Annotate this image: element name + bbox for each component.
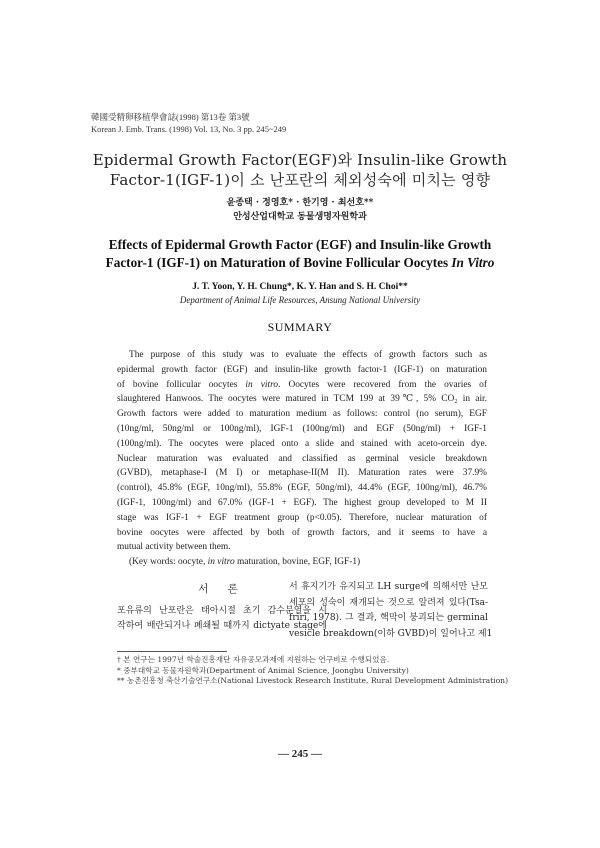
abstract	[117, 348, 487, 570]
english-title-line-2-main: Factor-1 (IGF-1) on Maturation of Bovine Follicular Oocytes	[105, 255, 452, 270]
footnote-funding: † 본 연구는 1997년 학술진흥재단 자유공모과제에 지원하는 연구비로 수행되었음.	[117, 655, 390, 664]
body-column-right	[289, 580, 493, 642]
abstract-line: epidermal growth factor (EGF) and insulin-like growth factor-1 (IGF-1) on maturation	[117, 364, 487, 375]
korean-affiliation: 안성산업대학교 동물생명자원학과	[233, 212, 367, 222]
abstract-line: Growth factors were added to maturation medium as follows: control (no serum), EGF	[117, 409, 487, 420]
abstract-line: (GVBD), metaphase-I (M I) or metaphase-II(M II). Maturation rates were 37.9%	[117, 468, 487, 479]
english-affiliation: Department of Animal Life Resources, Ansung National University	[179, 295, 421, 305]
english-authors: J. T. Yoon, Y. H. Chung*, K. Y. Han and S. H. Choi**	[192, 282, 408, 292]
abstract-line: stage was IGF-1 + EGF treatment group (p<0.05). Therefore, nuclear maturation of	[117, 512, 487, 523]
korean-title	[0, 150, 600, 190]
journal-header	[91, 111, 286, 135]
english-title	[0, 236, 600, 272]
keywords: (Key words: oocyte, in vitro maturation, bovine, EGF, IGF-1)	[129, 557, 361, 568]
abstract-line: (IGF-1, 100ng/ml) and 67.0% (IGF-1 + EGF). The highest group developed to M II	[117, 497, 487, 508]
section-heading-introduction: 서 론	[198, 583, 246, 595]
body-line: 작하여 배란되거나 폐쇄될 때까지 dictyate stage에	[117, 621, 327, 631]
footnote-joongbu: * 중부대학교 동물자원학과(Department of Animal Science, Joongbu University)	[117, 665, 409, 675]
abstract-line: (10ng/ml, 50ng/ml or 100ng/ml), IGF-1 (100ng/ml) and EGF (50ng/ml) + IGF-1	[117, 423, 487, 434]
summary-heading: SUMMARY	[267, 320, 333, 334]
journal-header-english: Korean J. Emb. Trans. (1998) Vol. 13, No. 3 pp. 245~249	[91, 124, 287, 134]
english-title-line-2	[0, 254, 600, 272]
abstract-line: (control), 45.8% (EGF, 10ng/ml), 55.8% (EGF, 50ng/ml), 44.4% (EGF, 100ng/ml), 46.7%	[117, 483, 487, 494]
footnote-divider	[117, 651, 227, 652]
english-title-in-vitro: In Vitro	[451, 255, 495, 270]
body-line: friri, 1978). 그 결과, 핵막이 붕괴되는 germinal	[289, 613, 488, 623]
abstract-line: (100ng/ml). The oocytes were placed onto a slide and stained with aceto-orcein dye.	[117, 438, 487, 449]
korean-title-line-2: Factor-1(IGF-1)이 소 난포란의 체외성숙에 미치는 영향	[109, 171, 491, 189]
korean-title-line-1: Epidermal Growth Factor(EGF)와 Insulin-like Growth	[92, 151, 508, 169]
abstract-line: The purpose of this study was to evaluate the effects of growth factors such as	[129, 350, 487, 360]
journal-header-korean: 韓國受精卵移植學會誌(1998) 第13卷 第3號	[91, 112, 250, 122]
page-number: — 245 —	[278, 748, 322, 760]
abstract-line: mutual activity between them.	[117, 542, 231, 553]
footnotes	[117, 655, 509, 687]
footnote-nlri: ** 농촌진흥청 축산기술연구소(National Livestock Research Institute, Rural Development Administration)	[117, 676, 509, 685]
body-line: 세포의 성숙이 재개되는 것으로 알려져 있다(Tsa-	[289, 597, 488, 608]
english-title-line-1: Effects of Epidermal Growth Factor (EGF) and Insulin-like Growth	[108, 237, 492, 252]
abstract-line: bovine oocytes were affected by both of growth factors, and it seems to have a	[117, 527, 487, 538]
body-line: 포유류의 난포란은 태아시절 초기 감수분열을 시	[117, 605, 327, 616]
korean-authors: 윤종택 · 정영호* · 한기영 · 최선호**	[226, 198, 374, 208]
abstract-line: slaughtered Hanwoos. The oocytes were matured in TCM 199 at 39℃, 5% CO₂ in air.	[117, 394, 487, 405]
abstract-line: of bovine follicular oocytes in vitro. Oocytes were recovered from the ovaries of	[117, 379, 487, 390]
body-line: 서 휴지기가 유지되고 LH surge에 의해서만 난모	[289, 582, 488, 592]
abstract-line: Nuclear maturation was evaluated and classified as germinal vesicle breakdown	[117, 453, 487, 464]
body-line: vesicle breakdown(이하 GVBD)이 일어나고 제1	[289, 628, 493, 639]
